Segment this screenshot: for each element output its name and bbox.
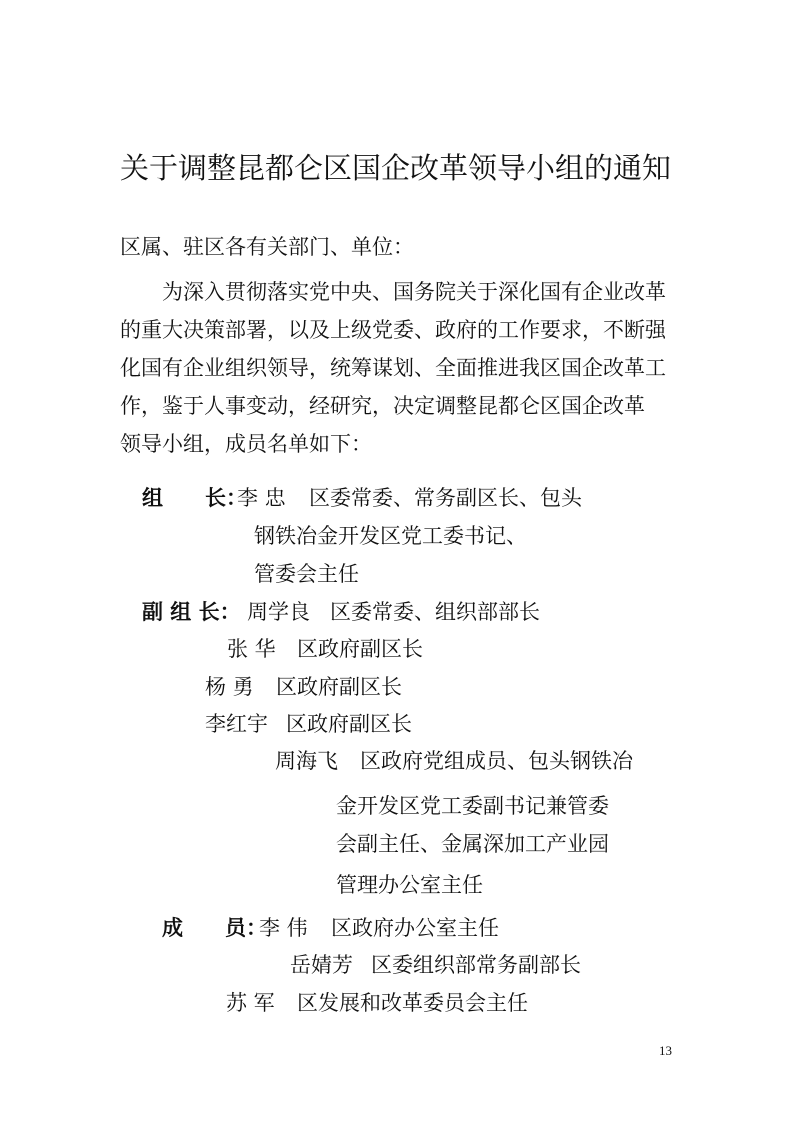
leader-title-line: 钢铁冶金开发区党工委书记、: [254, 524, 527, 548]
member-name: 李 伟: [259, 916, 308, 940]
leader-label: 组 长：: [142, 486, 247, 510]
leader-title-line: 管委会主任: [254, 562, 359, 586]
member-title: 区委组织部常务副部长: [371, 953, 581, 977]
member-name: 张 华: [227, 637, 276, 661]
page-number: 13: [659, 1043, 672, 1058]
document-title: 关于调整昆都仑区国企改革领导小组的通知: [120, 151, 672, 185]
member-name: 杨 勇: [205, 675, 254, 699]
member-title: 区政府副区长: [297, 637, 423, 661]
member-name: 苏 军: [226, 991, 275, 1015]
member-title: 管理办公室主任: [336, 873, 483, 897]
member-title: 金开发区党工委副书记兼管委: [336, 794, 609, 818]
paragraph-line: 为深入贯彻落实党中央、国务院关于深化国有企业改革: [162, 280, 666, 304]
paragraph-line: 作，鉴于人事变动，经研究，决定调整昆都仑区国企改革: [120, 394, 645, 418]
deputy-leaders-label: 副 组 长：: [142, 600, 241, 624]
member-title: 区政府副区长: [286, 712, 412, 736]
member-title: 区政府副区长: [276, 675, 402, 699]
leader-name: 李 忠: [237, 486, 286, 510]
member-title: 区政府办公室主任: [331, 916, 499, 940]
member-title: 区政府党组成员、包头钢铁冶: [360, 749, 633, 773]
leader-title-line: 区委常委、常务副区长、包头: [309, 486, 582, 510]
member-name: 周学良: [247, 600, 310, 624]
member-name: 李红宇: [205, 712, 268, 736]
member-title: 会副主任、金属深加工产业园: [336, 832, 609, 856]
member-title: 区委常委、组织部部长: [330, 600, 540, 624]
paragraph-line: 的重大决策部署，以及上级党委、政府的工作要求，不断强: [120, 318, 666, 342]
paragraph-line: 领导小组，成员名单如下：: [120, 432, 372, 456]
members-label: 成 员：: [162, 916, 267, 940]
salutation: 区属、驻区各有关部门、单位：: [120, 235, 414, 259]
member-name: 岳婧芳: [290, 953, 353, 977]
paragraph-line: 化国有企业组织领导，统筹谋划、全面推进我区国企改革工: [120, 356, 666, 380]
member-title: 区发展和改革委员会主任: [297, 991, 528, 1015]
member-name: 周海飞: [275, 749, 338, 773]
